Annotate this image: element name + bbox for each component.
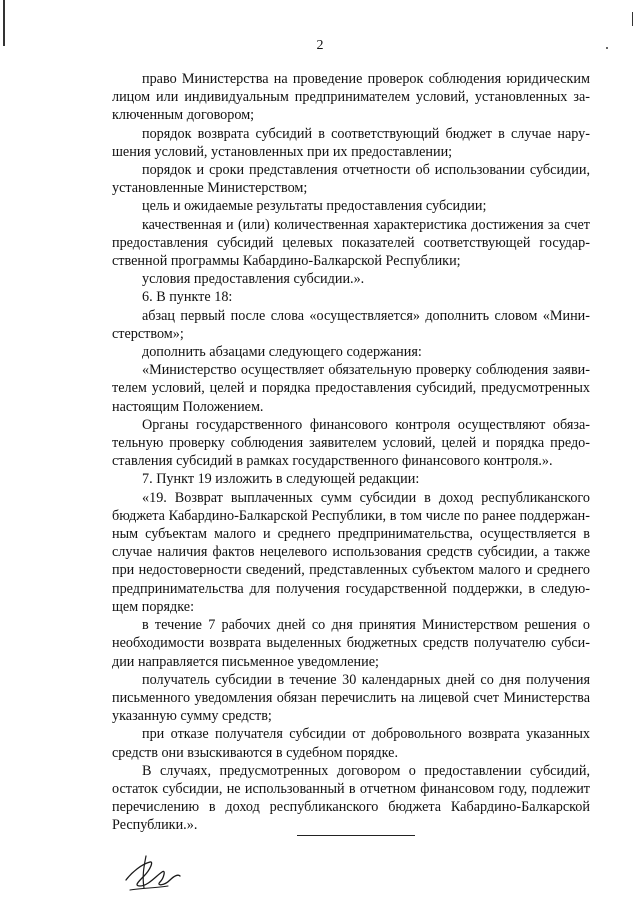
paragraph: «19. Возврат выплаченных сумм субсидии в доход республиканского бюджета Кабардино-Балкарской Республики, в том числе по ранее поддержанным субъектам малого и среднего предпринимательства, осуществляется в случае наличия фактов нецелевого использования средств субсидии, а также при недостоверности сведений, представленных субъектом малого и среднего предпринимательства для получения государственной поддержки, в следующем порядке: [112,489,590,615]
paragraph: получатель субсидии в течение 30 календарных дней со дня получения письменного уведомления обязан перечислить на лицевой счет Министерства указанную сумму средств; [112,671,590,725]
paragraph: «Министерство осуществляет обязательную проверку соблюдения заявителем условий, целей и порядка предоставления субсидий, предусмотренных настоящим Положением. [112,362,590,415]
document-body [112,70,590,835]
handwritten-signature [120,850,190,895]
paragraph: в течение 7 рабочих дней со дня принятия Министерством решения о необходимости возврата выделенных бюджетных средств получателю субсидии направляется письменное уведомление; [112,617,590,670]
paragraph: 7. Пункт 19 изложить в следующей редакции: [142,471,420,488]
paragraph: В случаях, предусмотренных договором о предоставлении субсидий, остаток субсидии, не использованный в отчетном финансовом году, подлежит перечислению в доход республиканского бюджета Кабардино-Балкарской Республики.». [112,762,590,834]
paragraph: порядок возврата субсидий в соответствующий бюджет в случае нарушения условий, установленных при их предоставлении; [112,125,590,160]
paragraph: абзац первый после слова «осуществляется» дополнить словом «Министерством»; [112,307,590,342]
end-separator-line [297,835,415,836]
paragraph: при отказе получателя субсидии от добровольного возврата указанных средств они взыскиваются в судебном порядке. [112,726,590,761]
paragraph: Органы государственного финансового контроля осуществляют обязательную проверку соблюдения заявителем условий, целей и порядка предоставления субсидий в рамках государственного финансового контроля.». [112,416,590,470]
scan-edge-mark [632,12,633,26]
paragraph: качественная и (или) количественная характеристика достижения за счет предоставления субсидий целевых показателей соответствующей государственной программы Кабардино-Балкарской Республики; [112,216,590,270]
paragraph: право Министерства на проведение проверок соблюдения юридическим лицом или индивидуальным предпринимателем условий, установленных заключенным договором; [112,71,590,124]
page-number: 2 [316,38,324,53]
paragraph: дополнить абзацами следующего содержания: [142,344,422,361]
paragraph: условия предоставления субсидии.». [142,271,365,288]
paragraph: 6. В пункте 18: [142,289,233,306]
paragraph: порядок и сроки представления отчетности об использовании субсидии, установленные Министерством; [112,162,590,197]
paragraph: цель и ожидаемые результаты предоставления субсидии; [142,198,487,215]
